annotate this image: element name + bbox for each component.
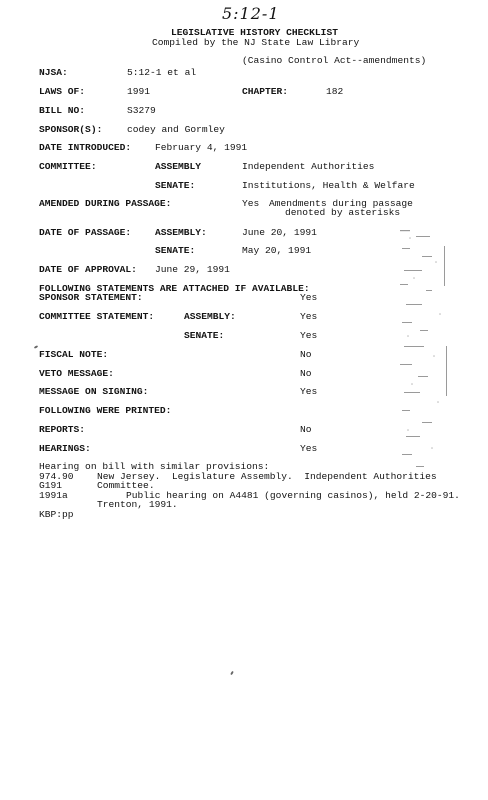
committee-statement-senate-value: Yes bbox=[300, 330, 318, 341]
document-title: LEGISLATIVE HISTORY CHECKLIST bbox=[171, 27, 338, 38]
hearing-line-3: Public hearing on A4481 (governing casinos), held 2-20-91. bbox=[126, 490, 460, 501]
amended-note-line2: denoted by asterisks bbox=[285, 207, 401, 218]
committee-statement-senate-label: SENATE: bbox=[184, 330, 225, 341]
amended-label: AMENDED DURING PASSAGE: bbox=[39, 198, 172, 209]
committee-statement-assembly-value: Yes bbox=[300, 311, 318, 322]
date-of-passage-label: DATE OF PASSAGE: bbox=[39, 227, 132, 238]
committee-assembly-value: Independent Authorities bbox=[242, 161, 375, 172]
sponsors-value: codey and Gormley bbox=[127, 124, 225, 135]
date-introduced-label: DATE INTRODUCED: bbox=[39, 142, 132, 153]
initials: KBP:pp bbox=[39, 509, 74, 520]
hearing-call-number-1: 974.90 bbox=[39, 471, 74, 482]
statements-heading: FOLLOWING STATEMENTS ARE ATTACHED IF AVAILABLE: bbox=[39, 283, 310, 294]
hearings-label: HEARINGS: bbox=[39, 443, 91, 454]
date-of-approval-label: DATE OF APPROVAL: bbox=[39, 264, 137, 275]
printed-heading: FOLLOWING WERE PRINTED: bbox=[39, 405, 172, 416]
laws-of-label: LAWS OF: bbox=[39, 86, 86, 97]
sponsors-label: SPONSOR(S): bbox=[39, 124, 103, 135]
fiscal-note-label: FISCAL NOTE: bbox=[39, 349, 109, 360]
bill-no-label: BILL NO: bbox=[39, 105, 86, 116]
hearings-value: Yes bbox=[300, 443, 318, 454]
chapter-label: CHAPTER: bbox=[242, 86, 289, 97]
reports-label: REPORTS: bbox=[39, 424, 86, 435]
amended-note-line1: Amendments during passage bbox=[269, 198, 413, 209]
handwritten-reference: 5:12-1 bbox=[222, 4, 280, 23]
scan-speck bbox=[230, 671, 234, 675]
hearing-call-number-3: 1991a bbox=[39, 490, 68, 501]
passage-assembly-label: ASSEMBLY: bbox=[155, 227, 207, 238]
laws-of-value: 1991 bbox=[127, 86, 151, 97]
sponsor-statement-value: Yes bbox=[300, 292, 318, 303]
amended-value: Yes bbox=[242, 198, 260, 209]
njsa-label: NJSA: bbox=[39, 67, 68, 78]
message-on-signing-value: Yes bbox=[300, 386, 318, 397]
njsa-value: 5:12-1 et al bbox=[127, 67, 197, 78]
hearing-line-1: New Jersey. Legislature Assembly. Independent Authorities bbox=[97, 471, 437, 482]
hearing-intro: Hearing on bill with similar provisions: bbox=[39, 461, 270, 472]
committee-statement-assembly-label: ASSEMBLY: bbox=[184, 311, 236, 322]
faint-stamp-mark bbox=[396, 226, 454, 478]
passage-assembly-value: June 20, 1991 bbox=[242, 227, 317, 238]
bill-no-value: S3279 bbox=[127, 105, 156, 116]
reports-value: No bbox=[300, 424, 312, 435]
committee-statement-label: COMMITTEE STATEMENT: bbox=[39, 311, 155, 322]
veto-message-label: VETO MESSAGE: bbox=[39, 368, 114, 379]
hearing-line-2: Committee. bbox=[97, 480, 155, 491]
date-of-approval-value: June 29, 1991 bbox=[155, 264, 230, 275]
committee-assembly-label: ASSEMBLY bbox=[155, 161, 202, 172]
passage-senate-value: May 20, 1991 bbox=[242, 245, 312, 256]
veto-message-value: No bbox=[300, 368, 312, 379]
committee-label: COMMITTEE: bbox=[39, 161, 97, 172]
document-subtitle: Compiled by the NJ State Law Library bbox=[152, 37, 360, 48]
chapter-value: 182 bbox=[326, 86, 344, 97]
committee-senate-value: Institutions, Health & Welfare bbox=[242, 180, 415, 191]
committee-senate-label: SENATE: bbox=[155, 180, 196, 191]
hearing-line-4: Trenton, 1991. bbox=[97, 499, 178, 510]
fiscal-note-value: No bbox=[300, 349, 312, 360]
scan-speck bbox=[34, 345, 38, 349]
message-on-signing-label: MESSAGE ON SIGNING: bbox=[39, 386, 149, 397]
hearing-call-number-2: G191 bbox=[39, 480, 63, 491]
date-introduced-value: February 4, 1991 bbox=[155, 142, 248, 153]
sponsor-statement-label: SPONSOR STATEMENT: bbox=[39, 292, 143, 303]
bill-title: (Casino Control Act--amendments) bbox=[242, 55, 427, 66]
passage-senate-label: SENATE: bbox=[155, 245, 196, 256]
